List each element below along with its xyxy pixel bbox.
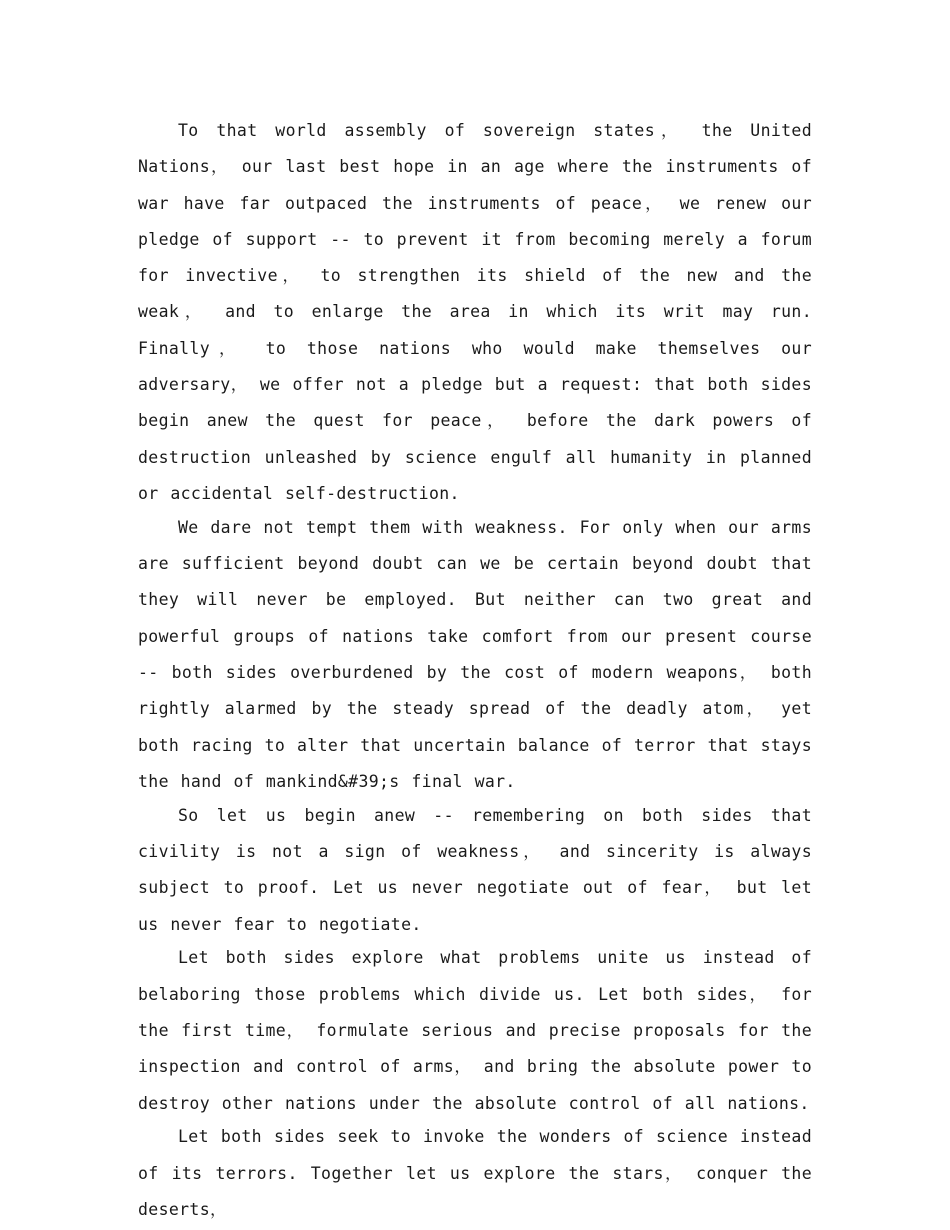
document-body: [138, 113, 812, 1226]
paragraph-wonders-of-science: Let both sides seek to invoke the wonders of science instead of its terrors. Together let us explore the stars， conquer the deserts，: [138, 1127, 812, 1219]
paragraph-explore-problems: Let both sides explore what problems unite us instead of belaboring those problems which divide us. Let both sides， for the first time， formulate serious and precise proposals for the inspection and control of arms， and bring the absolute power to destroy other nations under the absolute control of all nations.: [138, 948, 812, 1113]
paragraph-weakness: We dare not tempt them with weakness. For only when our arms are sufficient beyond doubt can we be certain beyond doubt that they will never be employed. But neither can two great and powerful groups of nations take comfort from our present course -- both sides overburdened by the cost of modern weapons， both rightly alarmed by the steady spread of the deadly atom， yet both racing to alter that uncertain balance of terror that stays the hand of mankind&#39;s final war.: [138, 517, 812, 791]
paragraph-begin-anew: So let us begin anew -- remembering on both sides that civility is not a sign of weakness， and sincerity is always subject to proof. Let us never negotiate out of fear， but let us never fear to negotiate.: [138, 805, 812, 934]
paragraph-united-nations: To that world assembly of sovereign states， the United Nations， our last best hope in an age where the instruments of war have far outpaced the instruments of peace， we renew our pledge of support -- to prevent it from becoming merely a forum for invective， to strengthen its shield of the new and the weak， and to enlarge the area in which its writ may run. Finally， to those nations who would make themselves our adversary， we offer not a pledge but a request: that both sides begin anew the quest for peace， before the dark powers of destruction unleashed by science engulf all humanity in planned or accidental self-destruction.: [138, 121, 812, 503]
